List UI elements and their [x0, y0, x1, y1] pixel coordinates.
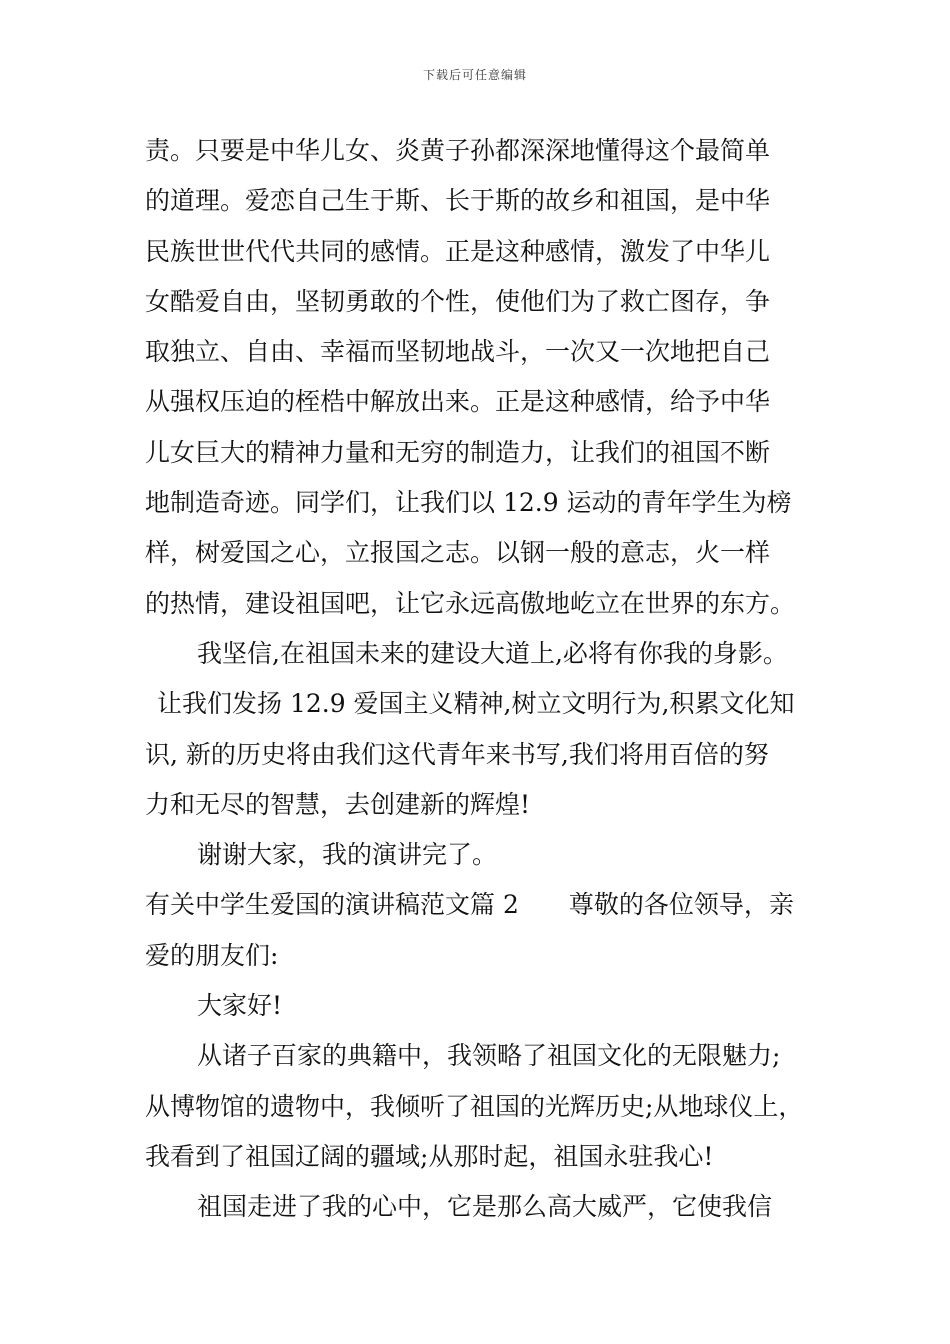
paragraph-start-line: 谢谢大家，我的演讲完了。 [197, 840, 498, 870]
text-line: 让我们发扬 12.9 爱国主义精神,树立文明行为,积累文化知 [157, 689, 795, 719]
text-line: 取独立、自由、幸福而坚韧地战斗，一次又一次地把自己 [145, 337, 771, 367]
speech-body [145, 126, 825, 1233]
text-line: 责。只要是中华儿女、炎黄子孙都深深地懂得这个最简单 [145, 136, 771, 165]
section-title-line: 有关中学生爱国的演讲稿范文篇 2 尊敬的各位领导，亲 [145, 890, 794, 920]
paragraph-start-line: 从诸子百家的典籍中，我领略了祖国文化的无限魅力; [197, 1041, 781, 1071]
text-line: 识, 新的历史将由我们这代青年来书写,我们将用百倍的努 [145, 739, 769, 769]
text-line: 的热情，建设祖国吧，让它永远高傲地屹立在世界的东方。 [145, 588, 796, 618]
text-line: 从强权压迫的桎梏中解放出来。正是这种感情，给予中华 [145, 387, 771, 417]
paragraph-start-line: 大家好! [197, 991, 283, 1021]
paragraph-start-line: 祖国走进了我的心中，它是那么高大威严，它使我信 [197, 1192, 773, 1222]
text-line: 从博物馆的遗物中，我倾听了祖国的光辉历史;从地球仪上， [145, 1091, 804, 1121]
text-line: 我看到了祖国辽阔的疆域;从那时起，祖国永驻我心! [145, 1141, 714, 1171]
text-line: 民族世世代代共同的感情。正是这种感情，激发了中华儿 [145, 236, 771, 266]
text-line: 力和无尽的智慧，去创建新的辉煌! [145, 789, 531, 819]
text-line: 儿女巨大的精神力量和无穷的制造力，让我们的祖国不断 [145, 437, 771, 467]
paragraph-start-line: 我坚信,在祖国未来的建设大道上,必将有你我的身影。 [197, 638, 788, 668]
text-line: 女酷爱自由，坚韧勇敢的个性，使他们为了救亡图存，争 [145, 286, 771, 316]
text-line: 的道理。爱恋自己生于斯、长于斯的故乡和祖国，是中华 [145, 186, 771, 216]
text-line: 爱的朋友们: [145, 940, 279, 970]
text-line: 地制造奇迹。同学们，让我们以 12.9 运动的青年学生为榜 [145, 488, 792, 518]
text-line: 样，树爱国之心，立报国之志。以钢一般的意志，火一样 [145, 538, 771, 568]
page-header: 下载后可任意编辑 [422, 68, 527, 82]
